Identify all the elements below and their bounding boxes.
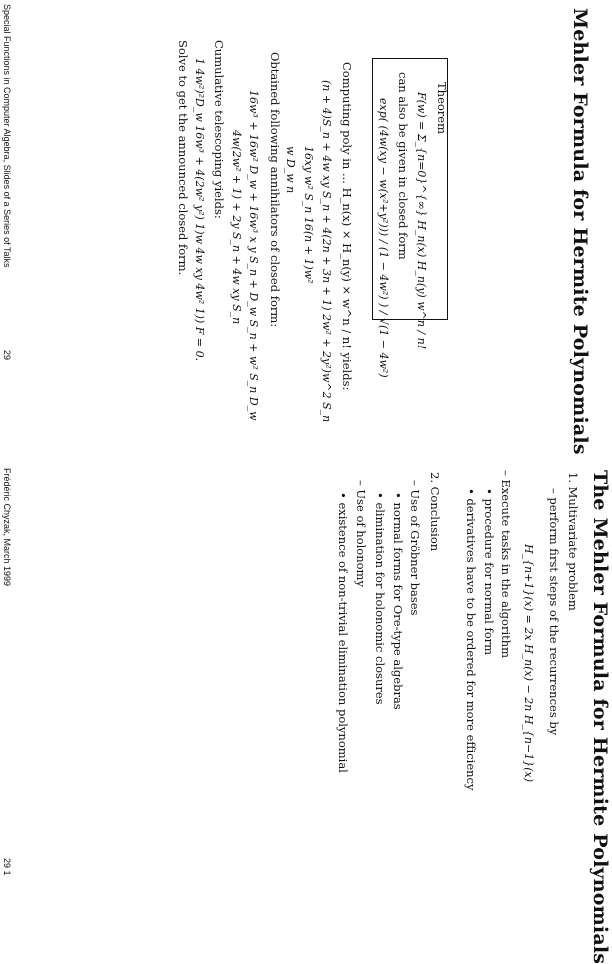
right-footer: Frédéric Chyzak, March 1999 [2,468,12,587]
equation-6: 1 4w²)²D_w 16w³ + 4(2w² y²) 1)w 4w xy 4w² 1)) F = 0. [193,58,206,362]
closed-form-formula: exp( (4w(xy − w(x²+y²))) / (1 − 4w²) ) / √(1 − 4w²) [377,98,390,378]
item1-bullet-1: – Execute tasks in the algorithm [499,470,513,659]
left-footer: Special Functions in Computer Algebra, Slides of a Series of Talks [2,4,12,268]
item1-bullet-3: • derivatives have to be ordered for more efficiency [464,488,478,791]
equation-1: (n + 4)S_n + 4w xy S_n + 4(2n + 3n + 1) 2w² + 2y²)w^2 S_n [320,80,333,423]
text-line-2: Obtained following annihilators of closed form: [268,52,282,328]
theorem-label: Theorem [435,82,449,135]
equation-2: 16xy w² S_n 16(n + 1)w² [302,146,315,284]
text-line-3: Cumulative telescoping yields: [212,40,226,219]
text-line-4: Solve to get the announced closed form. [176,40,190,276]
item1-bullet-2: • procedure for normal form [482,488,496,656]
item1-label: 1. Multivariate problem [566,472,580,611]
item2-bullet-4: – Use of holonomy [354,480,368,587]
left-slide-title: Mehler Formula for Hermite Polynomials [569,8,591,455]
item2-bullet-5: • existence of non-trivial elimination polynomial [336,492,350,773]
equation-4: 16w³ + 16w² D_w + 16w³ x y S_n + D_w S_n + w² S_n D_w [247,90,260,421]
item2-bullet-2: • normal forms for Ore-type algebras [391,492,405,710]
theorem-formula: F(w) = Σ_{n=0}^{∞} H_n(x) H_n(y) w^n / n! [415,92,428,350]
text-line-1: Computing poly in ... H_n(x) × H_n(y) × w^n / n! yields: [340,62,354,391]
item1-equation: H_{n+1}(x) = 2x H_n(x) − 2n H_{n−1}(x) [522,544,535,783]
left-page-number: 29 [2,350,12,361]
equation-3: w D_w n [284,146,297,194]
item2-bullet-3: • elimination for holonomic closures [373,492,387,705]
right-page-number: 29 1 [2,858,12,876]
item2-bullet-1: – Use of Gröbner bases [408,480,422,616]
equation-5: 4w(2w² + 1) + 2y S_n + 4w xy S_n [230,130,243,325]
item2-label: 2. Conclusion [428,472,442,552]
item1-sub: – perform first steps of the recurrences by [547,488,561,736]
right-slide-title: The Mehler Formula for Hermite Polynomials [589,470,611,964]
closed-form-text: can also be given in closed form [396,72,410,260]
